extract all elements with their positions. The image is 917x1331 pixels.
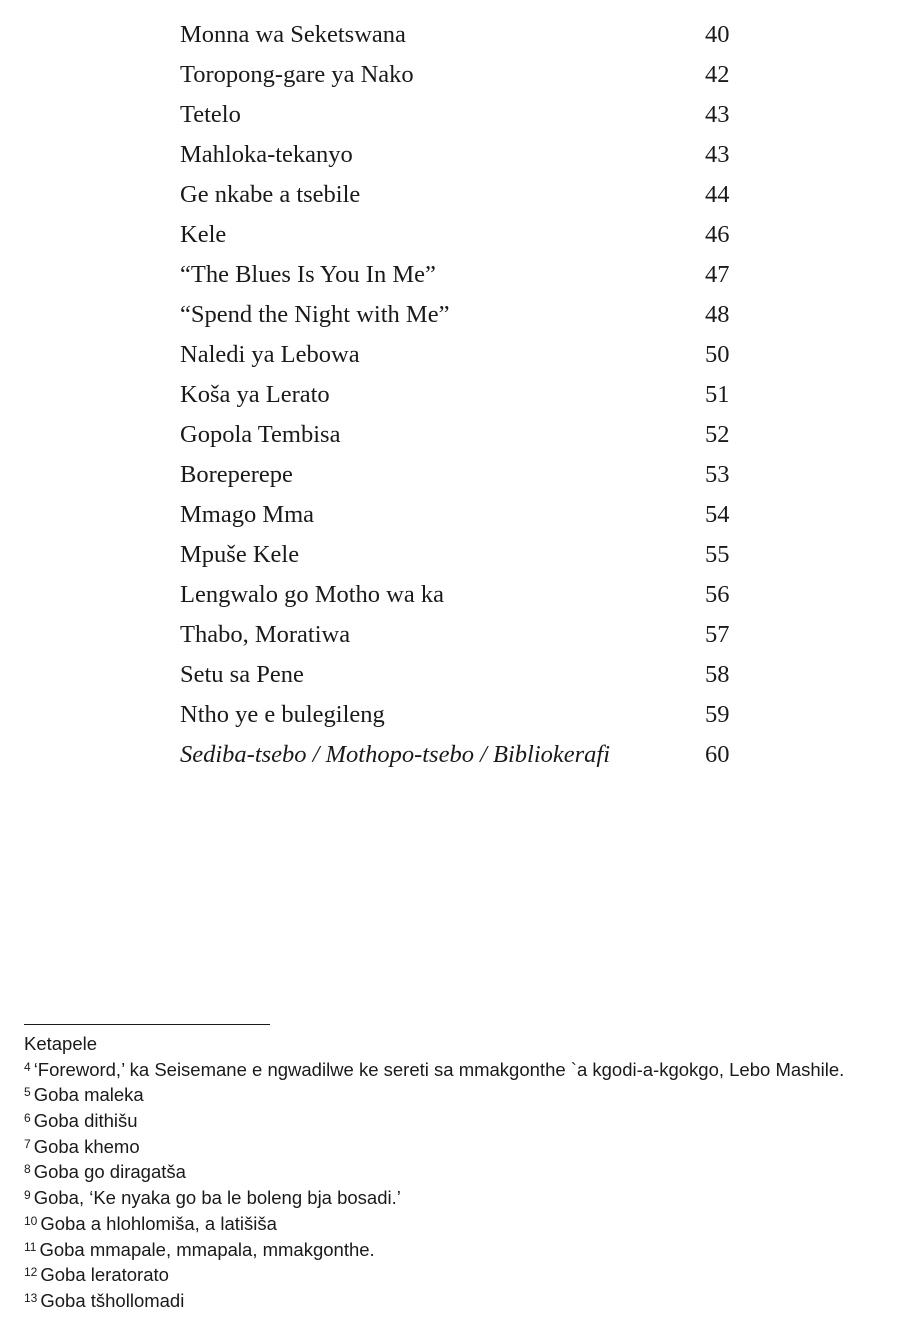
toc-entry bbox=[180, 695, 740, 735]
footnote bbox=[24, 1288, 904, 1314]
footnote-text: Goba leratorato bbox=[40, 1264, 169, 1286]
footnote bbox=[24, 1134, 904, 1160]
toc-entry bbox=[180, 135, 740, 175]
toc-entry-page-number: 55 bbox=[705, 541, 730, 568]
toc-entry-page-number: 52 bbox=[705, 421, 730, 448]
toc-entry-title: Ge nkabe a tsebile bbox=[180, 181, 361, 208]
footnote-text: Goba mmapale, mmapala, mmakgonthe. bbox=[39, 1238, 375, 1260]
toc-entry-title: Monna wa Seketswana bbox=[180, 21, 406, 48]
footnote bbox=[24, 1211, 904, 1237]
footnote-text: Goba, ‘Ke nyaka go ba le boleng bja bosadi.’ bbox=[33, 1187, 401, 1209]
toc-entry-title: Thabo, Moratiwa bbox=[180, 621, 351, 648]
toc-entry bbox=[180, 735, 740, 775]
footnote-number: 8 bbox=[24, 1162, 31, 1177]
toc-entry-page-number: 43 bbox=[705, 141, 730, 168]
footnote bbox=[24, 1082, 904, 1108]
toc-entry bbox=[180, 255, 740, 295]
footnote-text: ‘Foreword,’ ka Seisemane e ngwadilwe ke sereti sa mmakgonthe `a kgodi-a-kgokgo, Lebo Mashile. bbox=[33, 1058, 845, 1080]
footnote-text: Goba dithišu bbox=[33, 1110, 138, 1132]
footnote bbox=[24, 1057, 904, 1083]
toc-entry-page-number: 50 bbox=[705, 341, 730, 368]
toc-entry-page-number: 46 bbox=[705, 221, 730, 248]
toc-entry-title: Mahloka-tekanyo bbox=[180, 141, 353, 168]
toc-entry bbox=[180, 455, 740, 495]
toc-entry-title: Sediba-tsebo / Mothopo-tsebo / Bibliokerafi bbox=[180, 741, 611, 768]
toc-entry bbox=[180, 55, 740, 95]
footnote-text: Goba go diragatša bbox=[33, 1161, 186, 1183]
toc-entry-title: Naledi ya Lebowa bbox=[180, 341, 360, 368]
footnote-text: Goba a hlohlomiša, a latišiša bbox=[40, 1212, 277, 1234]
toc-entry bbox=[180, 15, 740, 55]
toc-entry-page-number: 60 bbox=[705, 741, 730, 768]
toc-entry bbox=[180, 615, 740, 655]
toc-entry-page-number: 54 bbox=[705, 501, 730, 528]
toc-entry-page-number: 51 bbox=[705, 381, 730, 408]
toc-entry bbox=[180, 175, 740, 215]
toc-entry-page-number: 42 bbox=[705, 61, 730, 88]
toc-entry-title: Setu sa Pene bbox=[180, 661, 304, 688]
toc-entry-page-number: 59 bbox=[705, 701, 730, 728]
footnote-list bbox=[24, 1057, 904, 1314]
toc-entry bbox=[180, 95, 740, 135]
toc-entry-title: Mpuše Kele bbox=[180, 541, 300, 568]
toc-entry-title: Ntho ye e bulegileng bbox=[180, 701, 385, 728]
toc-entry-page-number: 53 bbox=[705, 461, 730, 488]
footnotes-heading: Ketapele bbox=[24, 1033, 98, 1054]
footnote-number: 10 bbox=[24, 1213, 38, 1228]
footnotes bbox=[24, 1031, 904, 1314]
footnote bbox=[24, 1262, 904, 1288]
toc-entry bbox=[180, 375, 740, 415]
footnote-text: Goba khemo bbox=[33, 1135, 140, 1157]
toc-entry-title: Lengwalo go Motho wa ka bbox=[180, 581, 444, 608]
toc-entry bbox=[180, 415, 740, 455]
footnote bbox=[24, 1108, 904, 1134]
footnote-number: 13 bbox=[24, 1290, 38, 1305]
toc-entry bbox=[180, 535, 740, 575]
toc-entry-page-number: 47 bbox=[705, 261, 730, 288]
toc-entry-title: “The Blues Is You In Me” bbox=[180, 261, 436, 288]
toc-entry-title: Kele bbox=[180, 221, 227, 248]
toc-entry bbox=[180, 215, 740, 255]
toc-entry bbox=[180, 295, 740, 335]
footnote-text: Goba tšhollomadi bbox=[40, 1289, 185, 1311]
toc-entry-page-number: 56 bbox=[705, 581, 730, 608]
footnote-divider bbox=[24, 1024, 270, 1025]
footnote-number: 6 bbox=[24, 1111, 31, 1126]
footnote bbox=[24, 1185, 904, 1211]
toc-entry-page-number: 43 bbox=[705, 101, 730, 128]
toc-entry-title: Toropong-gare ya Nako bbox=[180, 61, 414, 88]
footnote-text: Goba maleka bbox=[33, 1084, 144, 1106]
toc-entry bbox=[180, 495, 740, 535]
toc-entry-page-number: 40 bbox=[705, 21, 730, 48]
footnote-number: 9 bbox=[24, 1188, 31, 1203]
footnote-number: 4 bbox=[24, 1059, 31, 1074]
toc-entry bbox=[180, 655, 740, 695]
footnote-number: 5 bbox=[24, 1085, 31, 1100]
footnote-number: 7 bbox=[24, 1136, 31, 1151]
footnote bbox=[24, 1237, 904, 1263]
toc-entry-title: Boreperepe bbox=[180, 461, 293, 488]
table-of-contents bbox=[180, 15, 740, 775]
toc-entry-page-number: 44 bbox=[705, 181, 730, 208]
toc-entry-page-number: 57 bbox=[705, 621, 730, 648]
toc-entry-title: Koša ya Lerato bbox=[180, 381, 330, 408]
toc-entry-page-number: 58 bbox=[705, 661, 730, 688]
toc-entry-title: Gopola Tembisa bbox=[180, 421, 341, 448]
toc-entry bbox=[180, 335, 740, 375]
footnote bbox=[24, 1159, 904, 1185]
toc-entry-title: Mmago Mma bbox=[180, 501, 315, 528]
footnote-number: 11 bbox=[24, 1239, 37, 1254]
toc-entry bbox=[180, 575, 740, 615]
toc-entry-title: “Spend the Night with Me” bbox=[180, 301, 450, 328]
footnote-number: 12 bbox=[24, 1265, 38, 1280]
toc-entry-title: Tetelo bbox=[180, 101, 241, 128]
toc-entry-page-number: 48 bbox=[705, 301, 730, 328]
